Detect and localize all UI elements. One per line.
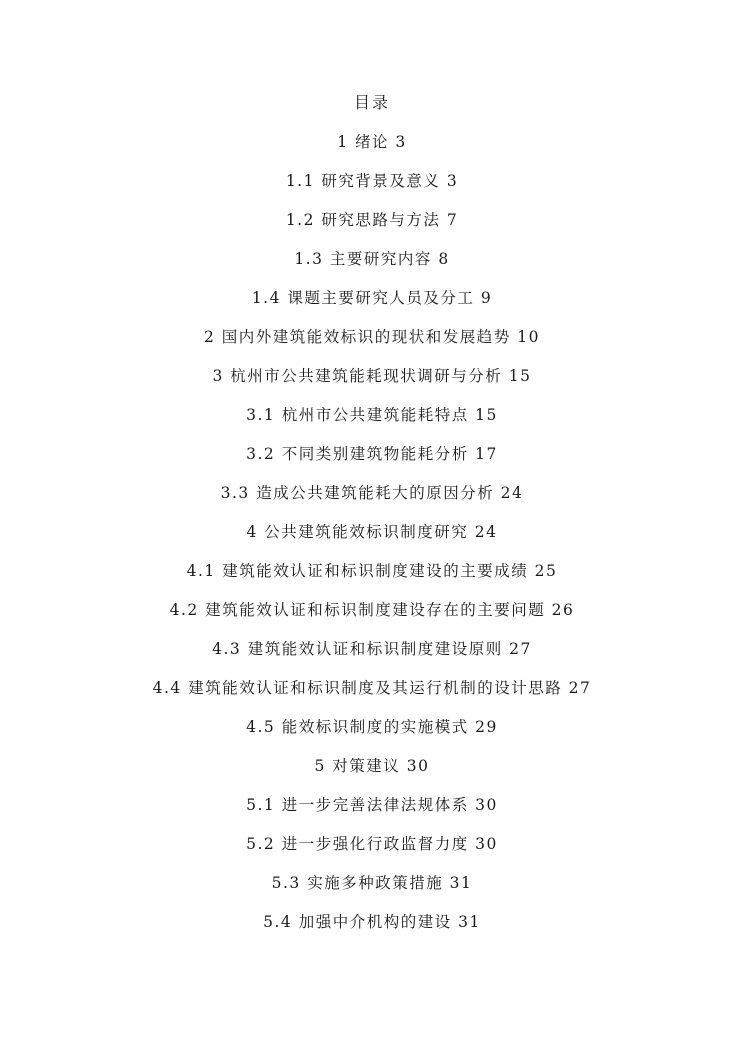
toc-entry-4-4[interactable]: 4.4 建筑能效认证和标识制度及其运行机制的设计思路 27 xyxy=(152,679,592,697)
toc-entry-1[interactable]: 1 绪论 3 xyxy=(337,133,407,151)
toc-entry-1-1[interactable]: 1.1 研究背景及意义 3 xyxy=(285,172,459,190)
toc-entry-2[interactable]: 2 国内外建筑能效标识的现状和发展趋势 10 xyxy=(204,328,540,346)
toc-entry-1-3[interactable]: 1.3 主要研究内容 8 xyxy=(294,250,450,268)
toc-entry-3[interactable]: 3 杭州市公共建筑能耗现状调研与分析 15 xyxy=(212,367,532,385)
toc-entry-4-2[interactable]: 4.2 建筑能效认证和标识制度建设存在的主要问题 26 xyxy=(169,601,575,619)
toc-entry-5-3[interactable]: 5.3 实施多种政策措施 31 xyxy=(271,874,473,892)
toc-entry-4-5[interactable]: 4.5 能效标识制度的实施模式 29 xyxy=(246,718,498,736)
toc-entry-5-2[interactable]: 5.2 进一步强化行政监督力度 30 xyxy=(246,835,498,853)
toc-entry-4-3[interactable]: 4.3 建筑能效认证和标识制度建设原则 27 xyxy=(212,640,532,658)
toc-entry-4[interactable]: 4 公共建筑能效标识制度研究 24 xyxy=(246,523,498,541)
toc-entry-3-3[interactable]: 3.3 造成公共建筑能耗大的原因分析 24 xyxy=(220,484,524,502)
toc-entry-5[interactable]: 5 对策建议 30 xyxy=(314,757,430,775)
toc-entry-1-4[interactable]: 1.4 课题主要研究人员及分工 9 xyxy=(251,289,493,307)
toc-entry-4-1[interactable]: 4.1 建筑能效认证和标识制度建设的主要成绩 25 xyxy=(186,562,558,580)
table-of-contents xyxy=(0,93,744,951)
toc-title: 目录 xyxy=(353,93,390,112)
toc-entry-5-4[interactable]: 5.4 加强中介机构的建设 31 xyxy=(263,913,481,931)
toc-entry-5-1[interactable]: 5.1 进一步完善法律法规体系 30 xyxy=(246,796,498,814)
toc-entry-3-2[interactable]: 3.2 不同类别建筑物能耗分析 17 xyxy=(246,445,498,463)
toc-entry-3-1[interactable]: 3.1 杭州市公共建筑能耗特点 15 xyxy=(246,406,498,424)
toc-entry-1-2[interactable]: 1.2 研究思路与方法 7 xyxy=(285,211,459,229)
